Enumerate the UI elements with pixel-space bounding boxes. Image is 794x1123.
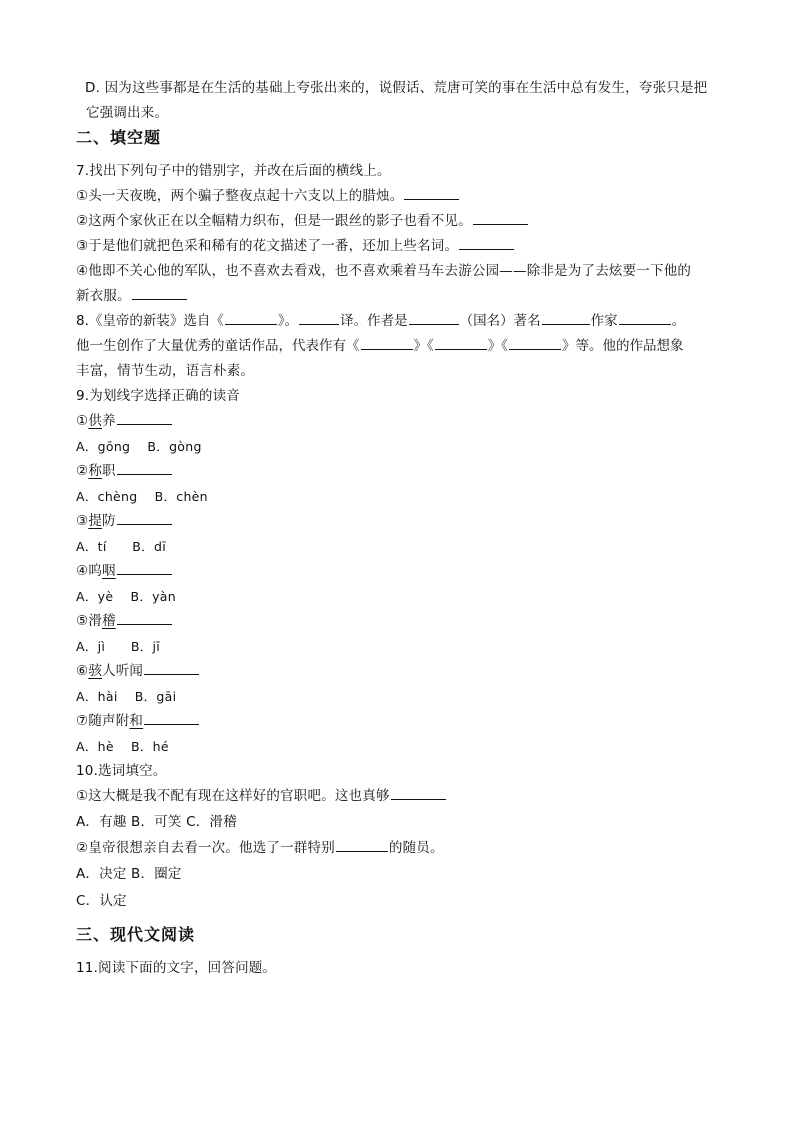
word-part: 人听闻 — [102, 663, 144, 679]
answer-blank[interactable] — [435, 337, 487, 350]
q7-sentence-3-text: ③于是他们就把色采和稀有的花文描述了一番，还加上些名词。 — [76, 238, 459, 254]
word-part: 职 — [102, 463, 116, 479]
answer-blank[interactable] — [225, 312, 277, 325]
q9-item-2 — [76, 462, 173, 480]
q8-text: 》《 — [487, 338, 508, 354]
q10-sentence-2-text-cont: 的随员。 — [388, 840, 444, 856]
answer-blank[interactable] — [509, 337, 561, 350]
q6-option-d-cont — [86, 104, 168, 122]
q9-item-5 — [76, 612, 173, 630]
q7-sentence-1-text: ①头一天夜晚，两个骗子整夜点起十六支以上的腊烛。 — [76, 188, 404, 204]
answer-blank[interactable] — [117, 512, 172, 525]
q8-text: 。 — [671, 313, 686, 329]
q9-item-1 — [76, 412, 173, 430]
answer-blank[interactable] — [619, 312, 671, 325]
q7-sentence-2-text: ②这两个家伙正在以全幅精力织布，但是一跟丝的影子也看不见。 — [76, 213, 472, 229]
q9-item-3 — [76, 512, 173, 530]
option-b[interactable]: B．chèn — [154, 489, 208, 504]
q8-text: 8.《皇帝的新装》选自《 — [76, 313, 224, 329]
q7-sentence-4-text: ④他即不关心他的军队，也不喜欢去看戏，也不喜欢乘着马车去游公园——除非是为了去炫要一下他的 — [76, 263, 692, 279]
answer-blank[interactable] — [117, 562, 172, 575]
q8-line-2 — [76, 337, 684, 355]
answer-blank[interactable] — [117, 462, 172, 475]
option-b[interactable]: B．dī — [132, 539, 166, 554]
option-a[interactable]: A．yè — [76, 589, 114, 604]
option-b[interactable]: B．jī — [130, 639, 161, 654]
item-number: ① — [76, 413, 89, 429]
q10-sentence-2 — [76, 839, 444, 857]
answer-blank[interactable] — [361, 337, 413, 350]
section-2-title: 二、填空题 — [76, 128, 162, 147]
option-a[interactable]: A．chèng — [76, 489, 138, 504]
q10-sentence-2-text: ②皇帝很想亲自去看一次。他选了一群特别 — [76, 840, 335, 856]
q9-stem: 9.为划线字选择正确的读音 — [76, 388, 240, 404]
q11-stem: 11.阅读下面的文字，回答问题。 — [76, 960, 277, 976]
q10-stem: 10.选词填空。 — [76, 763, 167, 779]
q9-item-2-options — [76, 488, 208, 506]
q8-text: 》《 — [413, 338, 434, 354]
q7-sentence-4 — [76, 262, 691, 280]
q10-sentence-1-options[interactable]: A．有趣 B．可笑 C．滑稽 — [76, 814, 237, 830]
q7-sentence-1 — [76, 187, 460, 205]
q9-item-3-options — [76, 538, 166, 556]
underlined-char: 咽 — [102, 563, 116, 579]
item-number: ② — [76, 463, 89, 479]
underlined-char: 骇 — [88, 663, 103, 679]
word-part: 滑 — [88, 613, 103, 629]
answer-blank[interactable] — [542, 312, 590, 325]
q8-text: （国名）著名 — [459, 313, 541, 329]
option-b[interactable]: B．gāi — [134, 689, 177, 704]
q6-option-d-line1: D. 因为这些事都是在生活的基础上夸张出来的，说假话、荒唐可笑的事在生活中总有发生，夸张只是把 — [85, 80, 708, 96]
q9-item-6 — [76, 662, 200, 680]
option-a[interactable]: A．gōng — [76, 439, 131, 454]
item-number: ③ — [76, 513, 89, 529]
underlined-char: 供 — [88, 413, 103, 429]
q9-item-5-options — [76, 638, 160, 656]
answer-blank[interactable] — [117, 412, 172, 425]
answer-blank[interactable] — [132, 287, 187, 300]
q10-sentence-2-option-c[interactable]: C．认定 — [76, 893, 127, 909]
q8-line-3: 丰富，情节生动，语言朴素。 — [76, 363, 255, 379]
answer-blank[interactable] — [299, 312, 339, 325]
q9-item-6-options — [76, 688, 176, 706]
answer-blank[interactable] — [391, 787, 446, 800]
q7-sentence-3 — [76, 237, 515, 255]
option-b[interactable]: B．hé — [130, 739, 169, 754]
q8-text: 译。作者是 — [340, 313, 408, 329]
underlined-char: 和 — [129, 713, 144, 729]
item-number: ④ — [76, 563, 89, 579]
answer-blank[interactable] — [117, 612, 172, 625]
underlined-char: 稽 — [102, 613, 116, 629]
word-part: 随声附 — [88, 713, 130, 729]
q8-text: 作家 — [590, 313, 618, 329]
q7-stem: 7.找出下列句子中的错别字，并改在后面的横线上。 — [76, 163, 391, 179]
option-a[interactable]: A．hài — [76, 689, 118, 704]
item-number: ⑤ — [76, 613, 89, 629]
section-3-title: 三、现代文阅读 — [76, 925, 196, 944]
q10-sentence-2-options[interactable]: A．决定 B．圈定 — [76, 866, 182, 882]
q8-text: 》等。他的作品想象 — [562, 338, 684, 354]
item-number: ⑦ — [76, 713, 89, 729]
q7-sentence-2 — [76, 212, 529, 230]
answer-blank[interactable] — [404, 187, 459, 200]
q10-sentence-1 — [76, 787, 447, 805]
answer-blank[interactable] — [336, 839, 388, 852]
q8-text: 他一生创作了大量优秀的童话作品，代表作有《 — [76, 338, 360, 354]
option-a[interactable]: A．hè — [76, 739, 114, 754]
answer-blank[interactable] — [409, 312, 459, 325]
word-part: 养 — [102, 413, 116, 429]
q7-sentence-4-text-cont: 新衣服。 — [76, 288, 131, 304]
answer-blank[interactable] — [144, 662, 199, 675]
q7-sentence-4-cont — [76, 287, 188, 305]
q9-item-4-options — [76, 588, 176, 606]
q10-sentence-1-text: ①这大概是我不配有现在这样好的官职吧。这也真够 — [76, 788, 390, 804]
option-a[interactable]: A．jì — [76, 639, 106, 654]
q9-item-7 — [76, 712, 200, 730]
answer-blank[interactable] — [459, 237, 514, 250]
q6-option-d — [85, 79, 707, 97]
option-b[interactable]: B．gòng — [147, 439, 202, 454]
word-part: 呜 — [88, 563, 103, 579]
option-b[interactable]: B．yàn — [130, 589, 176, 604]
answer-blank[interactable] — [473, 212, 528, 225]
q9-item-1-options — [76, 438, 202, 456]
q8-line-1 — [76, 312, 685, 330]
word-part: 防 — [102, 513, 116, 529]
q6-option-d-line2: 它强调出来。 — [86, 105, 169, 121]
underlined-char: 称 — [88, 463, 103, 479]
underlined-char: 提 — [88, 513, 103, 529]
answer-blank[interactable] — [144, 712, 199, 725]
q9-item-7-options — [76, 738, 169, 756]
item-number: ⑥ — [76, 663, 89, 679]
option-a[interactable]: A．tí — [76, 539, 107, 554]
q9-item-4 — [76, 562, 173, 580]
q8-text: 》。 — [277, 313, 299, 329]
